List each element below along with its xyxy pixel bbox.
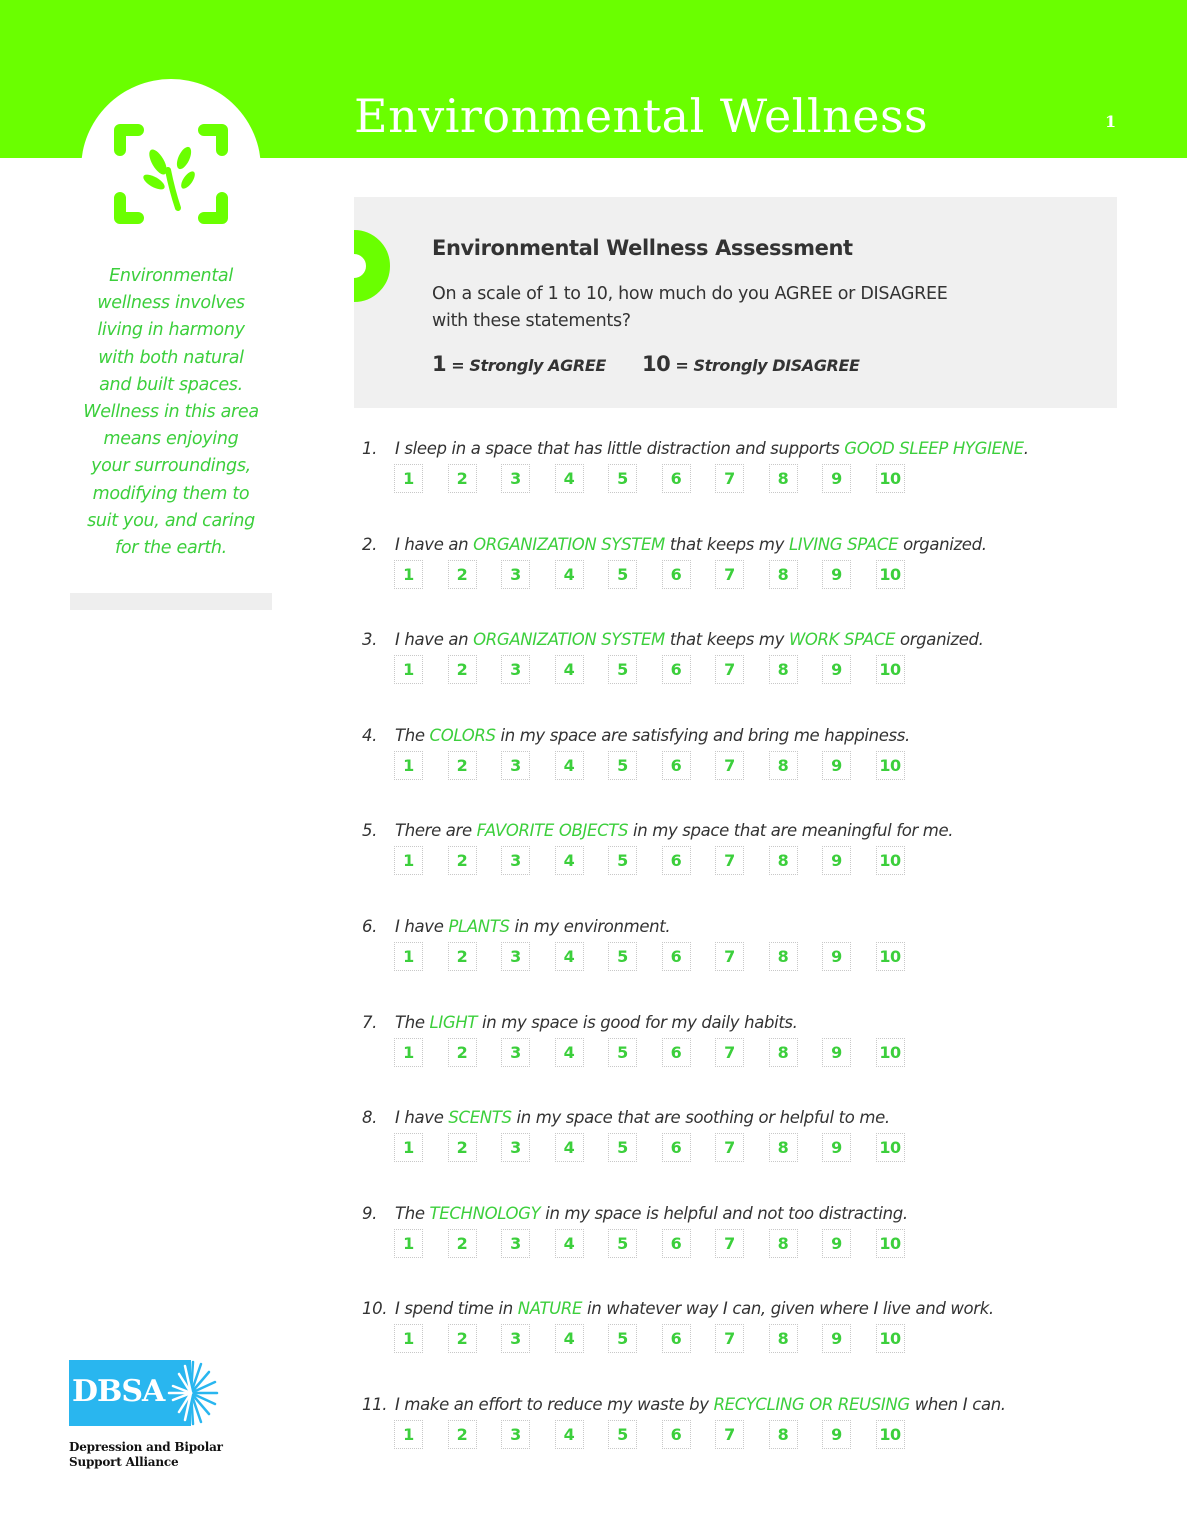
dbsa-name-line: Depression and Bipolar	[69, 1440, 223, 1454]
rating-option-2[interactable]: 2	[448, 1229, 477, 1258]
rating-option-10[interactable]: 10	[876, 942, 905, 971]
rating-option-6[interactable]: 6	[662, 560, 691, 589]
question-number: 8.	[362, 1108, 378, 1128]
scale-high-label: = Strongly DISAGREE	[675, 356, 860, 375]
rating-option-7[interactable]: 7	[715, 1324, 744, 1353]
rating-option-9[interactable]: 9	[822, 942, 851, 971]
rating-option-3[interactable]: 3	[501, 560, 530, 589]
blurb-line: Wellness in this area	[83, 402, 259, 423]
question-keyword: GOOD SLEEP HYGIENE	[844, 439, 1024, 458]
question-text-segment: I have an	[395, 534, 474, 554]
rating-option-5[interactable]: 5	[608, 1038, 637, 1067]
rating-option-10[interactable]: 10	[876, 1133, 905, 1162]
rating-option-8[interactable]: 8	[769, 1229, 798, 1258]
question-text-segment: that keeps my	[664, 630, 789, 650]
assessment-instructions	[432, 281, 992, 335]
question-number: 1.	[362, 439, 378, 458]
question-item	[362, 629, 1122, 719]
question-text	[362, 629, 984, 651]
rating-option-2[interactable]: 2	[448, 1038, 477, 1067]
rating-option-2[interactable]: 2	[448, 1324, 477, 1353]
question-text-segment: in my space that are soothing or helpful to me.	[511, 1108, 890, 1128]
rating-option-10[interactable]: 10	[876, 751, 905, 780]
question-number: 10.	[362, 1299, 388, 1319]
question-keyword: COLORS	[429, 725, 496, 745]
rating-option-3[interactable]: 3	[501, 1324, 530, 1353]
rating-option-10[interactable]: 10	[876, 464, 905, 493]
question-keyword: RECYCLING OR REUSING	[713, 1395, 910, 1414]
blurb-line: for the earth.	[115, 538, 227, 559]
question-text-segment: I spend time in	[395, 1299, 518, 1319]
question-text	[362, 916, 670, 938]
question-item	[362, 1107, 1122, 1197]
rating-option-1[interactable]: 1	[394, 846, 423, 875]
rating-option-8[interactable]: 8	[769, 1420, 798, 1449]
question-text-segment: The	[395, 1203, 430, 1223]
rating-option-8[interactable]: 8	[769, 560, 798, 589]
rating-option-4[interactable]: 4	[555, 1229, 584, 1258]
question-number: 7.	[362, 1012, 378, 1032]
rating-option-10[interactable]: 10	[876, 560, 905, 589]
question-number: 9.	[362, 1203, 378, 1223]
question-number: 4.	[362, 725, 378, 745]
rating-option-3[interactable]: 3	[501, 846, 530, 875]
rating-option-9[interactable]: 9	[822, 560, 851, 589]
rating-option-9[interactable]: 9	[822, 1229, 851, 1258]
rating-option-10[interactable]: 10	[876, 1229, 905, 1258]
rating-option-7[interactable]: 7	[715, 1229, 744, 1258]
rating-option-4[interactable]: 4	[555, 1324, 584, 1353]
question-item	[362, 534, 1122, 624]
rating-option-5[interactable]: 5	[608, 1324, 637, 1353]
question-text-segment: in my space is helpful and not too distracting.	[540, 1203, 908, 1223]
rating-option-7[interactable]: 7	[715, 464, 744, 493]
question-item	[362, 1012, 1122, 1102]
question-number: 2.	[362, 534, 378, 554]
question-text	[362, 1298, 994, 1320]
question-number: 5.	[362, 821, 378, 841]
question-text-segment: in my space are satisfying and bring me happiness.	[495, 725, 910, 745]
half-ring-decoration-icon	[354, 230, 390, 302]
rating-option-6[interactable]: 6	[662, 464, 691, 493]
rating-option-8[interactable]: 8	[769, 846, 798, 875]
question-item	[362, 438, 1122, 528]
question-number: 6.	[362, 917, 378, 936]
rating-scale	[394, 1038, 914, 1068]
scale-low-label: = Strongly AGREE	[451, 356, 606, 375]
question-text-segment: There are	[395, 821, 477, 841]
question-item	[362, 1203, 1122, 1293]
question-number: 3.	[362, 630, 378, 650]
rating-option-10[interactable]: 10	[876, 1038, 905, 1067]
rating-option-4[interactable]: 4	[555, 751, 584, 780]
scale-legend-agree	[432, 352, 606, 376]
rating-option-1[interactable]: 1	[394, 1038, 423, 1067]
question-text-segment: in my environment.	[509, 917, 671, 936]
rating-option-1[interactable]: 1	[394, 1324, 423, 1353]
rating-option-5[interactable]: 5	[608, 655, 637, 684]
rating-option-8[interactable]: 8	[769, 942, 798, 971]
blurb-line: Environmental	[109, 266, 233, 286]
rating-option-7[interactable]: 7	[715, 1420, 744, 1449]
instructions-line: On a scale of 1 to 10, how much do you AGREE or DISAGREE	[432, 284, 948, 304]
rating-scale	[394, 1133, 914, 1163]
blurb-line: suit you, and caring	[87, 510, 255, 531]
question-item	[362, 1298, 1122, 1388]
rating-option-5[interactable]: 5	[608, 1229, 637, 1258]
rating-option-2[interactable]: 2	[448, 846, 477, 875]
question-text-segment: .	[1023, 439, 1029, 458]
question-text	[362, 1012, 798, 1034]
rating-option-1[interactable]: 1	[394, 942, 423, 971]
question-keyword: WORK SPACE	[788, 630, 896, 650]
rating-option-4[interactable]: 4	[555, 1420, 584, 1449]
rating-option-6[interactable]: 6	[662, 942, 691, 971]
dbsa-logo	[69, 1360, 221, 1426]
rating-option-3[interactable]: 3	[501, 464, 530, 493]
rating-scale	[394, 1324, 914, 1354]
question-text	[362, 1107, 890, 1129]
rating-option-6[interactable]: 6	[662, 1038, 691, 1067]
question-item	[362, 820, 1122, 910]
rating-option-5[interactable]: 5	[608, 1420, 637, 1449]
scale-legend-disagree	[642, 352, 860, 376]
rating-scale	[394, 751, 914, 781]
rating-option-9[interactable]: 9	[822, 846, 851, 875]
rating-option-4[interactable]: 4	[555, 655, 584, 684]
rating-scale	[394, 1420, 914, 1450]
rating-scale	[394, 560, 914, 590]
rating-option-1[interactable]: 1	[394, 751, 423, 780]
question-text	[362, 1394, 1006, 1416]
sidebar-divider-bar	[70, 593, 272, 610]
rating-option-4[interactable]: 4	[555, 560, 584, 589]
rating-option-1[interactable]: 1	[394, 560, 423, 589]
rating-option-8[interactable]: 8	[769, 1038, 798, 1067]
page-number: 1	[1105, 112, 1117, 131]
rating-option-5[interactable]: 5	[608, 560, 637, 589]
question-keyword: ORGANIZATION SYSTEM	[473, 630, 665, 650]
dbsa-name-line: Support Alliance	[69, 1454, 179, 1469]
rating-option-3[interactable]: 3	[501, 751, 530, 780]
rating-option-5[interactable]: 5	[608, 464, 637, 493]
rating-option-9[interactable]: 9	[822, 464, 851, 493]
question-text-segment: The	[395, 1012, 430, 1032]
instructions-line: with these statements?	[432, 311, 631, 331]
question-keyword: LIGHT	[429, 1012, 478, 1032]
dbsa-full-name	[69, 1440, 249, 1469]
rating-option-9[interactable]: 9	[822, 751, 851, 780]
blurb-line: modifying them to	[92, 483, 250, 504]
rating-option-6[interactable]: 6	[662, 1324, 691, 1353]
rating-option-3[interactable]: 3	[501, 1038, 530, 1067]
rating-option-3[interactable]: 3	[501, 1133, 530, 1162]
question-text-segment: I make an effort to reduce my waste by	[395, 1395, 714, 1414]
question-text-segment: in my space is good for my daily habits.	[477, 1012, 798, 1032]
rating-option-2[interactable]: 2	[448, 655, 477, 684]
rating-scale	[394, 846, 914, 876]
rating-option-9[interactable]: 9	[822, 1133, 851, 1162]
rating-option-6[interactable]: 6	[662, 1133, 691, 1162]
rating-option-8[interactable]: 8	[769, 464, 798, 493]
rating-option-6[interactable]: 6	[662, 655, 691, 684]
rating-option-5[interactable]: 5	[608, 846, 637, 875]
blurb-line: wellness involves	[97, 293, 245, 314]
rating-scale	[394, 464, 914, 494]
rating-option-9[interactable]: 9	[822, 655, 851, 684]
question-text	[362, 725, 910, 747]
rating-scale	[394, 942, 914, 972]
question-text-segment: in my space that are meaningful for me.	[628, 821, 954, 841]
rating-option-9[interactable]: 9	[822, 1324, 851, 1353]
rating-option-3[interactable]: 3	[501, 1229, 530, 1258]
rating-option-1[interactable]: 1	[394, 655, 423, 684]
rating-option-6[interactable]: 6	[662, 846, 691, 875]
rating-option-4[interactable]: 4	[555, 1038, 584, 1067]
question-keyword: PLANTS	[448, 917, 510, 936]
rating-option-7[interactable]: 7	[715, 751, 744, 780]
question-keyword: SCENTS	[448, 1108, 512, 1128]
rating-option-2[interactable]: 2	[448, 1420, 477, 1449]
rating-option-1[interactable]: 1	[394, 1229, 423, 1258]
question-keyword: TECHNOLOGY	[429, 1203, 541, 1223]
question-text	[362, 820, 953, 842]
question-text	[362, 1203, 908, 1225]
rating-option-2[interactable]: 2	[448, 1133, 477, 1162]
rating-option-8[interactable]: 8	[769, 751, 798, 780]
rating-scale	[394, 1229, 914, 1259]
rating-option-4[interactable]: 4	[555, 942, 584, 971]
question-text-segment: I have	[395, 1108, 449, 1128]
rating-option-3[interactable]: 3	[501, 1420, 530, 1449]
rating-option-6[interactable]: 6	[662, 1229, 691, 1258]
blurb-line: with both natural	[98, 347, 244, 368]
rating-option-7[interactable]: 7	[715, 1133, 744, 1162]
question-text-segment: in whatever way I can, given where I live and work.	[582, 1299, 994, 1319]
question-text-segment: I have an	[395, 630, 474, 650]
rating-option-3[interactable]: 3	[501, 655, 530, 684]
dbsa-acronym: DBSA	[72, 1374, 165, 1409]
plant-in-frame-icon	[112, 120, 230, 228]
blurb-line: means enjoying	[103, 429, 239, 450]
rating-option-2[interactable]: 2	[448, 464, 477, 493]
rating-option-2[interactable]: 2	[448, 560, 477, 589]
rating-option-5[interactable]: 5	[608, 1133, 637, 1162]
page-title: Environmental Wellness	[354, 89, 929, 143]
question-text-segment: when I can.	[909, 1395, 1006, 1414]
question-keyword: NATURE	[517, 1299, 583, 1319]
question-number: 11.	[362, 1395, 388, 1414]
question-keyword: ORGANIZATION SYSTEM	[473, 534, 665, 554]
question-text-segment: organized.	[898, 534, 987, 554]
rating-option-7[interactable]: 7	[715, 1038, 744, 1067]
question-text-segment: I have	[395, 917, 449, 936]
question-text-segment: The	[395, 725, 430, 745]
rating-option-10[interactable]: 10	[876, 1420, 905, 1449]
rating-option-1[interactable]: 1	[394, 464, 423, 493]
assessment-title: Environmental Wellness Assessment	[432, 236, 853, 260]
rating-option-2[interactable]: 2	[448, 942, 477, 971]
rating-option-10[interactable]: 10	[876, 1324, 905, 1353]
rating-option-7[interactable]: 7	[715, 655, 744, 684]
blurb-line: and built spaces.	[99, 374, 243, 395]
rating-option-1[interactable]: 1	[394, 1133, 423, 1162]
rating-option-2[interactable]: 2	[448, 751, 477, 780]
rating-option-6[interactable]: 6	[662, 1420, 691, 1449]
rating-option-4[interactable]: 4	[555, 846, 584, 875]
rating-option-4[interactable]: 4	[555, 1133, 584, 1162]
blurb-line: living in harmony	[97, 320, 245, 341]
rating-option-4[interactable]: 4	[555, 464, 584, 493]
question-item	[362, 725, 1122, 815]
question-keyword: FAVORITE OBJECTS	[476, 821, 629, 841]
rating-option-7[interactable]: 7	[715, 846, 744, 875]
question-text	[362, 438, 1029, 460]
rating-option-5[interactable]: 5	[608, 751, 637, 780]
scale-high-value: 10	[642, 352, 671, 376]
rating-option-8[interactable]: 8	[769, 1324, 798, 1353]
rating-option-10[interactable]: 10	[876, 846, 905, 875]
question-text	[362, 534, 987, 556]
rating-option-5[interactable]: 5	[608, 942, 637, 971]
rating-option-1[interactable]: 1	[394, 1420, 423, 1449]
sidebar-description	[60, 263, 282, 562]
rating-option-6[interactable]: 6	[662, 751, 691, 780]
rating-option-9[interactable]: 9	[822, 1038, 851, 1067]
rating-option-7[interactable]: 7	[715, 560, 744, 589]
question-keyword: LIVING SPACE	[788, 534, 899, 554]
rating-option-10[interactable]: 10	[876, 655, 905, 684]
rating-option-9[interactable]: 9	[822, 1420, 851, 1449]
scale-low-value: 1	[432, 352, 447, 376]
question-text-segment: I sleep in a space that has little distraction and supports	[395, 439, 845, 458]
starburst-icon	[165, 1360, 221, 1426]
rating-option-7[interactable]: 7	[715, 942, 744, 971]
question-item	[362, 1394, 1122, 1484]
rating-scale	[394, 655, 914, 685]
rating-option-8[interactable]: 8	[769, 655, 798, 684]
blurb-line: your surroundings,	[91, 456, 251, 477]
question-text-segment: that keeps my	[664, 534, 789, 554]
rating-option-3[interactable]: 3	[501, 942, 530, 971]
question-text-segment: organized.	[895, 630, 984, 650]
question-item	[362, 916, 1122, 1006]
rating-option-8[interactable]: 8	[769, 1133, 798, 1162]
